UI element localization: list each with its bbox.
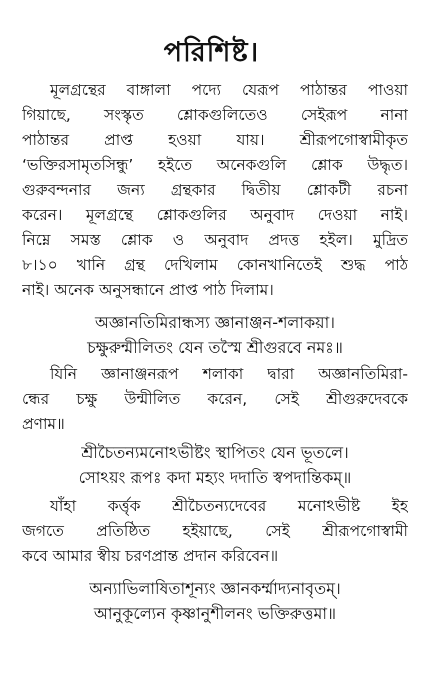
page-title: পরিশিষ্ট। [163,37,260,68]
verse-line: চক্ষুরুন্মীলিতং যেন তস্মৈ শ্রীগুরবে নমঃ॥ [87,338,343,357]
translation-rupa [22,494,408,569]
paragraph-line: গিয়াছে, সংস্কৃত শ্লোকগুলিতেও সেইরূপ নানা [22,106,408,124]
intro-paragraph [22,78,408,303]
verse-bhakti [22,576,408,626]
paragraph-line: গুরুবন্দনার জন্য গ্রন্থকার দ্বিতীয় শ্লোকটী রচনা [22,181,408,199]
verse-line: শ্রীচৈতন্যমনোঽভীষ্টং স্থাপিতং যেন ভূতলে। [81,443,349,462]
paragraph-line: নিম্নে সমস্ত শ্লোক ও অনুবাদ প্রদত্ত হইল। মুদ্রিত [22,231,408,249]
paragraph-line: যাঁহা কর্ত্তৃক শ্রীচৈতন্যদেবের মনোঽভীষ্ট ইহ [50,497,408,515]
verse-line: অজ্ঞানতিমিরান্ধস্য জ্ঞানাঞ্জন-শলাকয়া। [95,313,335,332]
translation-guru [22,362,408,437]
paragraph-line: কবে আমার স্বীয় চরণপ্রান্ত প্রদান করিবেন॥ [22,547,279,565]
paragraph-line: যিনি জ্ঞানাঞ্জনরূপ শলাকা দ্বারা অজ্ঞানতিমিরা- [50,365,408,383]
paragraph-line: পাঠান্তর প্রাপ্ত হওয়া যায়। শ্রীরূপগোস্বামীকৃত [22,131,408,149]
paragraph-line: জগতে প্রতিষ্ঠিত হইয়াছে, সেই শ্রীরূপগোস্বামী [22,522,408,540]
paragraph-line: ৮।১০ খানি গ্রন্থ দেখিলাম কোনখানিতেই শুদ্ধ পাঠ [22,256,408,274]
paragraph-line: করেন। মূলগ্রন্থে শ্লোকগুলির অনুবাদ দেওয়া নাই। [22,206,408,224]
verse-guru [22,310,408,360]
paragraph-line: ন্ধের চক্ষু উন্মীলিত করেন, সেই শ্রীগুরুদেবকে [22,390,408,408]
verse-line: আনুকূল্যেন কৃষ্ণানুশীলনং ভক্তিরুত্তমা॥ [93,604,337,623]
verse-line: অন্যাভিলাষিতাশূন্যং জ্ঞানকর্ম্মাদ্যনাবৃতম্। [89,579,341,598]
paragraph-line: মূলগ্রন্থের বাঙ্গালা পদ্যে যেরূপ পাঠান্তর পাওয়া [50,81,408,99]
paragraph-line: নাই। অনেক অনুসন্ধানে প্রাপ্ত পাঠ দিলাম। [22,281,274,299]
paragraph-line: প্রণাম॥ [22,415,65,433]
verse-rupa [22,440,408,490]
verse-line: সোঽয়ং রূপঃ কদা মহ্যং দদাতি স্বপদান্তিকম্॥ [78,468,352,487]
paragraph-line: ‘ভক্তিরসামৃতসিন্ধু’ হইতে অনেকগুলি শ্লোক উদ্ধৃত। [22,156,408,174]
